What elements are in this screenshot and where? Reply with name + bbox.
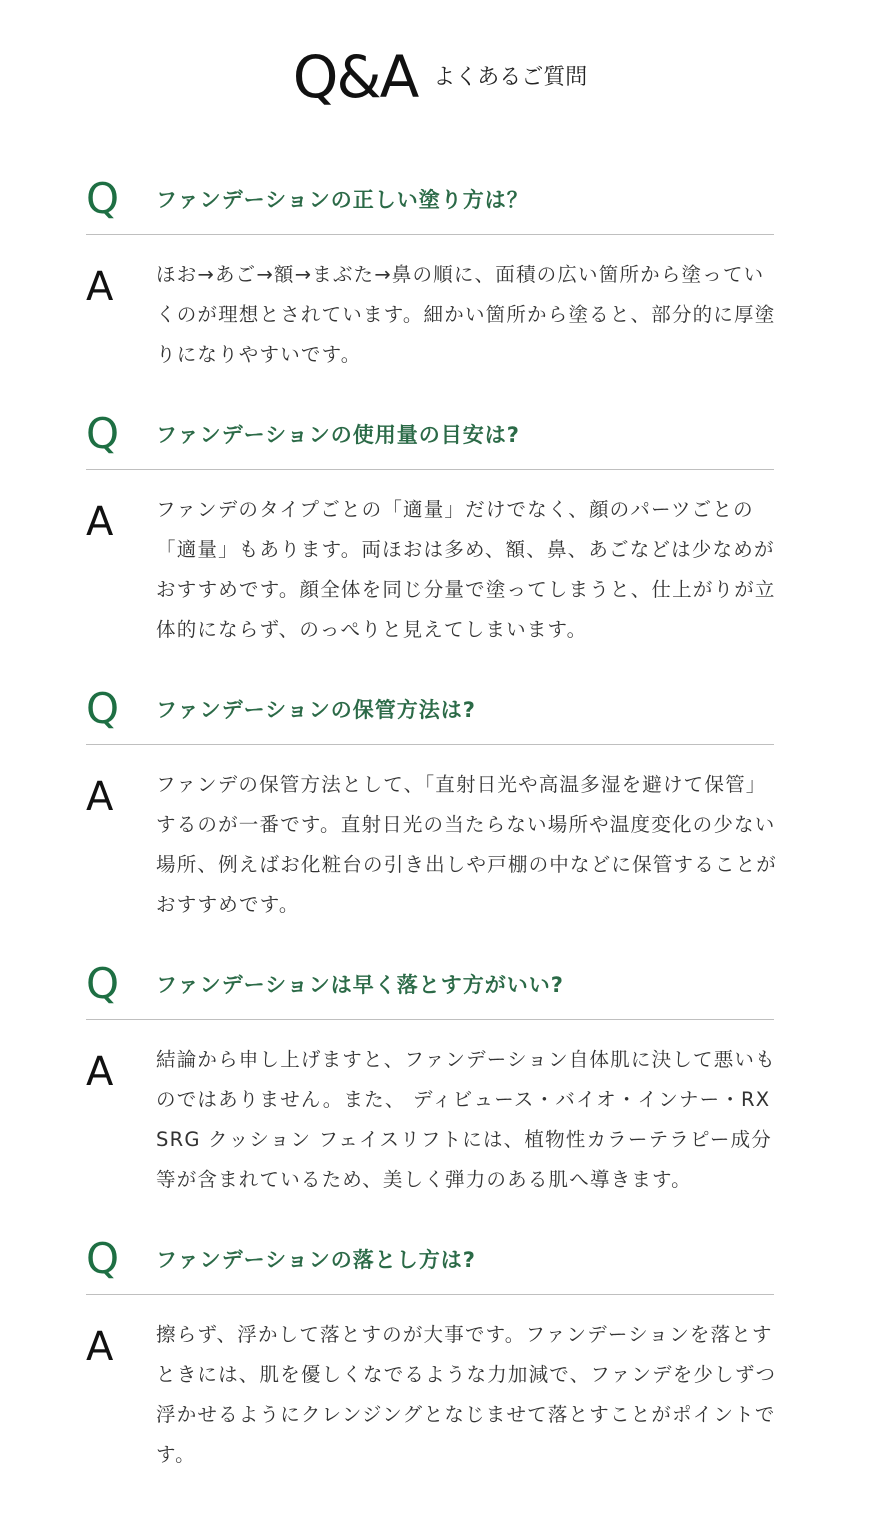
answer-mark: A <box>86 1324 114 1370</box>
faq-item <box>86 172 786 375</box>
answer-mark: A <box>86 1049 114 1095</box>
answer-text: ファンデのタイプごとの「適量」だけでなく、顔のパーツごとの「適量」もあります。両ほおは多め、額、鼻、あごなどは少なめがおすすめです。顔全体を同じ分量で塗ってしまうと、仕上がりが立体的にならず、のっぺりと見えてしまいます。 <box>156 498 776 641</box>
question-text: ファンデーションは早く落とす方がいい? <box>156 973 564 997</box>
question-text: ファンデーションの正しい塗り方は？ <box>156 188 529 212</box>
page-subtitle: よくあるご質問 <box>433 65 588 90</box>
faq-list <box>86 172 786 1507</box>
answer-text: ほお→あご→額→まぶた→鼻の順に、面積の広い箇所から塗っていくのが理想とされています。細かい箇所から塗ると、部分的に厚塗りになりやすいです。 <box>156 263 776 366</box>
question-row <box>86 1232 774 1295</box>
answer-mark: A <box>86 264 114 310</box>
question-mark: Q <box>86 684 120 733</box>
answer-row <box>86 470 786 650</box>
answer-text: ファンデの保管方法として、「直射日光や高温多湿を避けて保管」するのが一番です。直射日光の当たらない場所や温度変化の少ない場所、例えばお化粧台の引き出しや戸棚の中などに保管することがおすすめです。 <box>156 773 778 916</box>
answer-text: 結論から申し上げますと、ファンデーション自体肌に決して悪いものではありません。また、 ディビュース・バイオ・インナー・RX SRG クッション フェイスリフトには、植物性カラーテラピー成分等が含まれているため、美しく弾力のある肌へ導きます。 <box>156 1048 776 1191</box>
answer-text: 擦らず、浮かして落とすのが大事です。ファンデーションを落とすときには、肌を優しくなでるような力加減で、ファンデを少しずつ浮かせるようにクレンジングとなじませて落とすことがポイントです。 <box>156 1323 777 1466</box>
answer-row <box>86 235 786 375</box>
answer-row <box>86 1295 786 1475</box>
question-row <box>86 172 774 235</box>
question-mark: Q <box>86 959 120 1008</box>
question-row <box>86 682 774 745</box>
question-text: ファンデーションの使用量の目安は? <box>156 423 520 447</box>
faq-item <box>86 1232 786 1475</box>
question-mark: Q <box>86 174 120 223</box>
faq-item <box>86 957 786 1200</box>
question-text: ファンデーションの落とし方は? <box>156 1248 476 1272</box>
page-header <box>0 43 880 111</box>
faq-item <box>86 407 786 650</box>
question-row <box>86 957 774 1020</box>
faq-item <box>86 682 786 925</box>
page-title: Q&A <box>292 43 418 111</box>
question-row <box>86 407 774 470</box>
answer-row <box>86 745 786 925</box>
answer-row <box>86 1020 786 1200</box>
answer-mark: A <box>86 774 114 820</box>
question-mark: Q <box>86 409 120 458</box>
question-mark: Q <box>86 1234 120 1283</box>
question-text: ファンデーションの保管方法は? <box>156 698 476 722</box>
answer-mark: A <box>86 499 114 545</box>
